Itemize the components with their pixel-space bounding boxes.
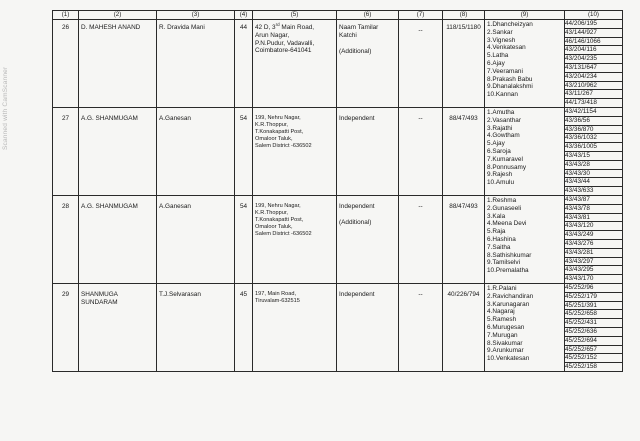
address-line: T.Konakapatti Post,	[255, 129, 304, 135]
party-name: Independent	[339, 203, 375, 210]
address-line: Salem District -636502	[255, 231, 312, 237]
header-row	[53, 11, 623, 20]
list-item: 43/43/170	[565, 275, 594, 283]
candidate-address	[253, 196, 337, 284]
list-item: 43/43/44	[565, 178, 622, 187]
serial-number: 29	[53, 284, 79, 372]
list-item: 7.Kumaravel	[487, 155, 523, 163]
header-col-2: (2)	[79, 11, 157, 20]
address-line: 199, Nehru Nagar,	[255, 203, 301, 209]
list-item: 10.Premalatha	[487, 267, 529, 275]
address-line: 42 D, 3rd Main Road,	[255, 21, 315, 31]
table-row	[53, 196, 623, 284]
header-col-3: (3)	[157, 11, 235, 20]
party-note: (Additional)	[339, 218, 372, 226]
party-note: (Additional)	[339, 47, 372, 55]
address-line: T.Konakapatti Post,	[255, 217, 304, 223]
serial-number: 27	[53, 108, 79, 196]
candidate-name: D. MAHESH ANAND	[79, 20, 157, 108]
party-cell	[337, 284, 399, 372]
roll-number: 88/47/493	[443, 108, 485, 196]
list-item: 7.Murugan	[487, 331, 518, 339]
candidate-age: 54	[235, 196, 253, 284]
list-item: 8.Prakash Babu	[487, 75, 533, 83]
list-item: 43/43/295	[565, 266, 622, 275]
candidate-name: A.G. SHANMUGAM	[79, 108, 157, 196]
header-col-4: (4)	[235, 11, 253, 20]
proposers-list	[485, 284, 565, 372]
symbol-cell: --	[399, 108, 443, 196]
roll-codes-list	[565, 108, 623, 196]
list-item: 45/251/391	[565, 302, 622, 311]
header-col-8: (8)	[443, 11, 485, 20]
list-item: 1.Reshma	[487, 197, 517, 204]
proposers-list	[485, 20, 565, 108]
candidate-name: A.G. SHANMUGAM	[79, 196, 157, 284]
list-item: 43/131/647	[565, 64, 622, 73]
list-item: 7.Veeramani	[487, 67, 523, 75]
list-item: 44/206/195	[565, 20, 622, 29]
list-item: 43/11/267	[565, 90, 622, 99]
party-name: Naam Tamilar Katchi	[339, 24, 379, 39]
roll-codes-list	[565, 196, 623, 284]
list-item: 43/43/120	[565, 222, 622, 231]
proposers-list	[485, 196, 565, 284]
list-item: 43/36/56	[565, 117, 622, 126]
list-item: 43/42/1154	[565, 108, 622, 117]
list-item: 10.Amulu	[487, 179, 514, 187]
roll-codes-list	[565, 20, 623, 108]
list-item: 4.Gowtham	[487, 132, 520, 140]
list-item: 6.Ajay	[487, 59, 505, 67]
nominations-table	[52, 10, 623, 372]
list-item: 3.Kala	[487, 212, 506, 220]
list-item: 10.Kannan	[487, 91, 518, 99]
list-item: 43/43/87	[565, 196, 622, 205]
list-item: 2.Gunaseeli	[487, 204, 522, 212]
list-item: 2.Ravichandiran	[487, 292, 534, 300]
list-item: 44/173/418	[565, 99, 597, 107]
list-item: 7.Saitha	[487, 243, 511, 251]
list-item: 43/36/870	[565, 126, 622, 135]
list-item: 1.Dhancheizyan	[487, 21, 533, 28]
list-item: 45/252/152	[565, 354, 622, 363]
candidate-age: 44	[235, 20, 253, 108]
list-item: 43/43/81	[565, 214, 622, 223]
header-col-9: (9)	[485, 11, 565, 20]
relation-name: A.Ganesan	[157, 196, 235, 284]
list-item: 5.Ajay	[487, 140, 505, 148]
relation-name: T.J.Selvarasan	[157, 284, 235, 372]
list-item: 43/204/235	[565, 55, 622, 64]
relation-name: A.Ganesan	[157, 108, 235, 196]
candidate-name: SHANMUGA SUNDARAM	[79, 284, 157, 372]
list-item: 1.Amutha	[487, 109, 515, 116]
list-item: 9.Dhanalakshmi	[487, 83, 533, 91]
candidate-age: 45	[235, 284, 253, 372]
roll-number: 40/226/794	[443, 284, 485, 372]
list-item: 43/36/1032	[565, 134, 622, 143]
list-item: 45/252/658	[565, 310, 622, 319]
list-item: 8.Sivakumar	[487, 339, 523, 347]
list-item: 2.Sankar	[487, 28, 513, 36]
address-line: Omaloor Taluk,	[255, 136, 293, 142]
list-item: 43/204/234	[565, 73, 622, 82]
list-item: 45/252/158	[565, 363, 597, 371]
list-item: 5.Latha	[487, 52, 509, 60]
party-name: Independent	[339, 291, 375, 298]
serial-number: 26	[53, 20, 79, 108]
list-item: 46/146/1066	[565, 38, 622, 47]
list-item: 43/43/249	[565, 231, 622, 240]
address-line: Arun Nagar,	[255, 31, 290, 39]
symbol-cell: --	[399, 284, 443, 372]
roll-codes-list	[565, 284, 623, 372]
address-line: K.R.Thoppur,	[255, 122, 288, 128]
list-item: 3.Karunagaran	[487, 300, 530, 308]
table-row	[53, 20, 623, 108]
list-item: 43/43/15	[565, 152, 622, 161]
party-name: Independent	[339, 115, 375, 122]
list-item: 6.Saroja	[487, 147, 511, 155]
header-col-10: (10)	[565, 11, 623, 20]
address-line: Tiruvalam-632515	[255, 298, 300, 304]
list-item: 9.Tamilselvi	[487, 259, 521, 267]
address-line: Salem District -636502	[255, 143, 312, 149]
list-item: 43/43/276	[565, 240, 622, 249]
relation-name: R. Dravida Mani	[157, 20, 235, 108]
list-item: 43/43/281	[565, 249, 622, 258]
proposers-list	[485, 108, 565, 196]
list-item: 45/252/431	[565, 319, 622, 328]
list-item: 45/252/657	[565, 346, 622, 355]
list-item: 43/43/633	[565, 187, 594, 195]
symbol-cell: --	[399, 20, 443, 108]
address-line: Omaloor Taluk,	[255, 224, 293, 230]
list-item: 43/43/297	[565, 258, 622, 267]
address-line: 197, Main Road,	[255, 291, 297, 297]
header-col-1: (1)	[53, 11, 79, 20]
address-line: Coimbatore-641041	[255, 47, 312, 55]
list-item: 43/43/30	[565, 170, 622, 179]
serial-number: 28	[53, 196, 79, 284]
list-item: 8.Ponnusamy	[487, 163, 527, 171]
list-item: 43/43/78	[565, 205, 622, 214]
candidate-age: 54	[235, 108, 253, 196]
table-row	[53, 284, 623, 372]
address-line: 199, Nehru Nagar,	[255, 115, 301, 121]
address-line: K.R.Thoppur,	[255, 210, 288, 216]
party-cell	[337, 196, 399, 284]
list-item: 43/144/927	[565, 29, 622, 38]
roll-number: 88/47/493	[443, 196, 485, 284]
symbol-cell: --	[399, 196, 443, 284]
list-item: 6.Murugesan	[487, 323, 525, 331]
list-item: 43/36/1005	[565, 143, 622, 152]
scanner-watermark: Scanned with CamScanner	[2, 66, 9, 150]
list-item: 4.Venkatesan	[487, 44, 526, 52]
candidate-address	[253, 20, 337, 108]
list-item: 2.Vasanthar	[487, 116, 521, 124]
address-line: P.N.Pudur, Vadavalli,	[255, 39, 315, 47]
list-item: 6.Hashina	[487, 235, 516, 243]
party-cell	[337, 20, 399, 108]
list-item: 45/252/179	[565, 293, 622, 302]
candidate-address	[253, 284, 337, 372]
list-item: 3.Rajathi	[487, 124, 513, 132]
table-row	[53, 108, 623, 196]
list-item: 5.Ramesh	[487, 316, 517, 324]
list-item: 45/252/694	[565, 337, 622, 346]
list-item: 3.Vignesh	[487, 36, 516, 44]
list-item: 10.Venkatesan	[487, 355, 530, 363]
list-item: 45/252/636	[565, 328, 622, 337]
candidate-address	[253, 108, 337, 196]
party-cell	[337, 108, 399, 196]
list-item: 45/252/96	[565, 284, 622, 293]
list-item: 43/204/116	[565, 46, 622, 55]
header-col-7: (7)	[399, 11, 443, 20]
header-col-6: (6)	[337, 11, 399, 20]
roll-number: 118/15/1180	[443, 20, 485, 108]
list-item: 1.R.Palani	[487, 285, 517, 292]
list-item: 4.Meena Devi	[487, 220, 527, 228]
list-item: 8.Sathishkumar	[487, 251, 532, 259]
list-item: 43/210/962	[565, 82, 622, 91]
list-item: 43/43/28	[565, 161, 622, 170]
list-item: 5.Raja	[487, 228, 506, 236]
list-item: 9.Arunkumar	[487, 347, 524, 355]
header-col-5: (5)	[253, 11, 337, 20]
list-item: 9.Rajesh	[487, 171, 513, 179]
list-item: 4.Nagaraj	[487, 308, 515, 316]
